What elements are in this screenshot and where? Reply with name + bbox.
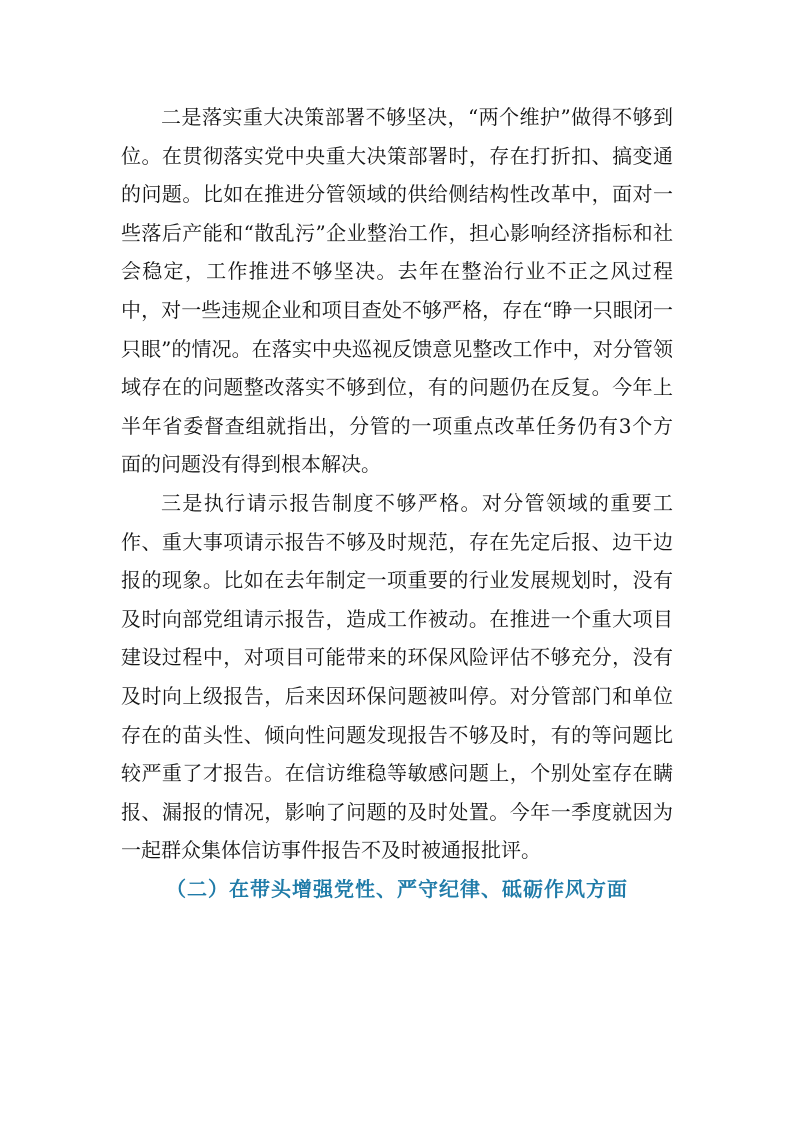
paragraph-two — [121, 98, 673, 484]
paragraph-lead: 三是 — [161, 490, 204, 515]
paragraph-text: 落实重大决策部署不够坚决，“两个维护”做得不够到位。在贯彻落实党中央重大决策部署时，存在打折扣、搞变通的问题。比如在推进分管领域的供给侧结构性改革中，面对一些落后产能和“散乱污”企业整治工作，担心影响经济指标和社会稳定，工作推进不够坚决。去年在整治行业不正之风过程中，对一些违规企业和项目查处不够严格，存在“睁一只眼闭一只眼”的情况。在落实中央巡视反馈意见整改工作中，对分管领域存在的问题整改落实不够到位，有的问题仍在反复。今年上半年省委督查组就指出，分管的一项重点改革任务仍有3个方面的问题没有得到根本解决。 — [121, 105, 674, 477]
section-heading: （二）在带头增强党性、严守纪律、砥砺作风方面 — [166, 876, 628, 901]
document-body — [121, 98, 673, 908]
paragraph-text: 执行请示报告制度不够严格。对分管领域的重要工作、重大事项请示报告不够及时规范，存在先定后报、边干边报的现象。比如在去年制定一项重要的行业发展规划时，没有及时向部党组请示报告，造成工作被动。在推进一个重大项目建设过程中，对项目可能带来的环保风险评估不够充分，没有及时向上级报告，后来因环保问题被叫停。对分管部门和单位存在的苗头性、倾向性问题发现报告不够及时，有的等问题比较严重了才报告。在信访维稳等敏感问题上，个别处室存在瞒报、漏报的情况，影响了问题的及时处置。今年一季度就因为一起群众集体信访事件报告不及时被通报批评。 — [121, 490, 674, 863]
paragraph-three — [121, 484, 673, 870]
paragraph-lead: 二是 — [161, 105, 202, 129]
